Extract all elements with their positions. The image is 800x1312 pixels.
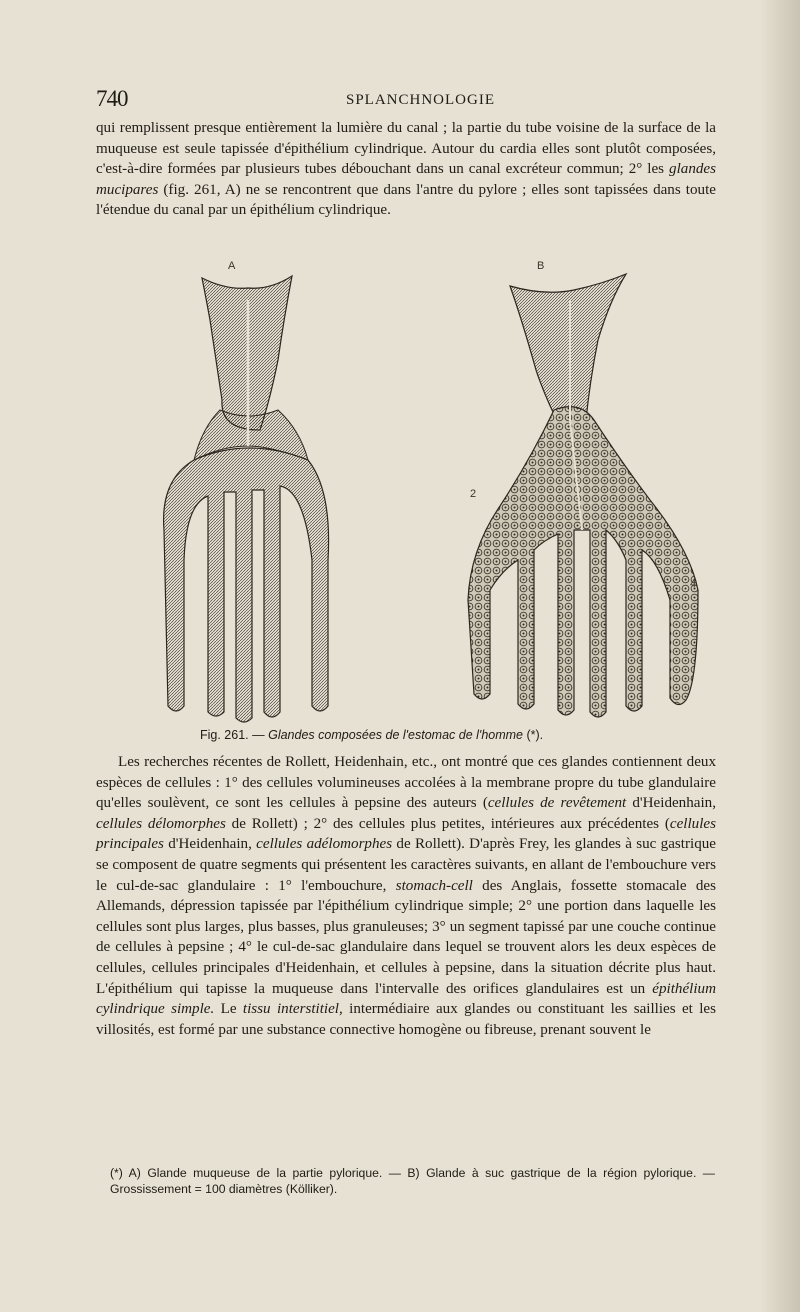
figure-mark-2: 2 [470,488,477,500]
running-head: SPLANCHNOLOGIE [346,92,495,108]
paragraph-2-text-h: intermédiaire aux glandes ou constituant les saillies et les villosités, est formé par une substance connective homogène ou fibreuse, prenant souvent le [96,1001,716,1038]
paragraph-1 [96,118,716,221]
paragraph-2-text-e: de Rollett). D'après Frey, les glandes à suc gastrique se composent de quatre segments qui présentent les caractères suivants, en allant de l'embouchure vers le cul-de-sac glandulaire : 1° l'embouchure, [96,836,716,894]
paragraph-2-text-a: Les recherches récentes de Rollett, Heidenhain, etc., ont montré que ces glandes contiennent deux espèces de cellules : 1° des cellules volumineuses accolées à la membrane propre du tube glandulaire qu'elles soulèvent, ce sont les cellules à pepsine des auteurs ( [96,754,716,812]
paragraph-2-text-c: de Rollett) ; 2° des cellules plus petites, intérieures aux précédentes ( [225,815,670,832]
term-cellules-delomorphes: cellules délomorphes [96,815,226,832]
figure-mark-4: 4 [690,578,697,590]
term-cellules-revetement: cellules de revêtement [487,795,627,812]
paragraph-2-text-d: d'Heidenhain, [163,836,257,853]
paragraph-2-text-g: Le [214,1001,243,1018]
term-stomach-cell: stomach-cell [395,877,473,894]
term-glandes-mucipares: glandes mucipares [96,161,716,198]
term-cellules-adelomorphes: cellules adélomorphes [256,836,393,853]
gland-b-gastric [468,274,698,717]
paragraph-2-text-b: d'Heidenhain, [626,795,716,812]
figure-261 [150,260,720,730]
footnote: (*) A) Glande muqueuse de la partie pylorique. — B) Glande à suc gastrique de la région pylorique. — Grossissement = 100 diamètres (Kölliker). [110,1166,715,1196]
paragraph-2 [96,752,716,1040]
figure-caption [200,728,720,742]
figure-label-a: A [228,260,236,272]
term-epithelium-cylindrique: épithélium cylindrique simple. [96,980,716,1018]
page-number: 740 [96,86,128,111]
page-edge-shadow [760,0,800,1312]
page-header [96,86,716,114]
caption-title: Glandes composées de l'estomac de l'homme [268,728,523,742]
gland-illustration [150,260,720,730]
paragraph-2-text-f: des Anglais, fossette stomacale des Allemands, dépression tapissée par l'épithélium cylindrique simple; 2° une portion dans laquelle les cellules sont plus larges, plus basses, plus granuleuses; 3° un segment tapissé par une couche continue de cellules à pepsine ; 4° le cul-de-sac glandulaire dans lequel se trouvent alors les deux espèces de cellules, cellules principales d'Heidenhain, et cellules à pepsine, dans la situation décrite plus haut. L'épithélium qui tapisse la muqueuse dans l'intervalle des orifices glandulaires est un [96,877,716,997]
gland-a-mucous [164,276,329,722]
caption-suffix: (*). [523,728,544,742]
term-cellules-principales: cellules principales [96,815,716,853]
paragraph-1-text-b: (fig. 261, A) ne se rencontrent que dans l'antre du pylore ; elles sont tapissées dans toute l'étendue du canal par un épithélium cylindrique. [96,181,716,219]
caption-prefix: Fig. 261. — [200,728,269,742]
term-tissu-interstitiel: tissu interstitiel, [242,1001,343,1018]
paragraph-1-text-a: qui remplissent presque entièrement la lumière du canal ; la partie du tube voisine de la surface de la muqueuse est seule tapissée d'épithélium cylindrique. Autour du cardia elles sont plutôt composées, c'est-à-dire formées par plusieurs tubes débouchant dans un canal excréteur commun; 2° les [96,120,716,178]
figure-label-b: B [537,260,545,272]
